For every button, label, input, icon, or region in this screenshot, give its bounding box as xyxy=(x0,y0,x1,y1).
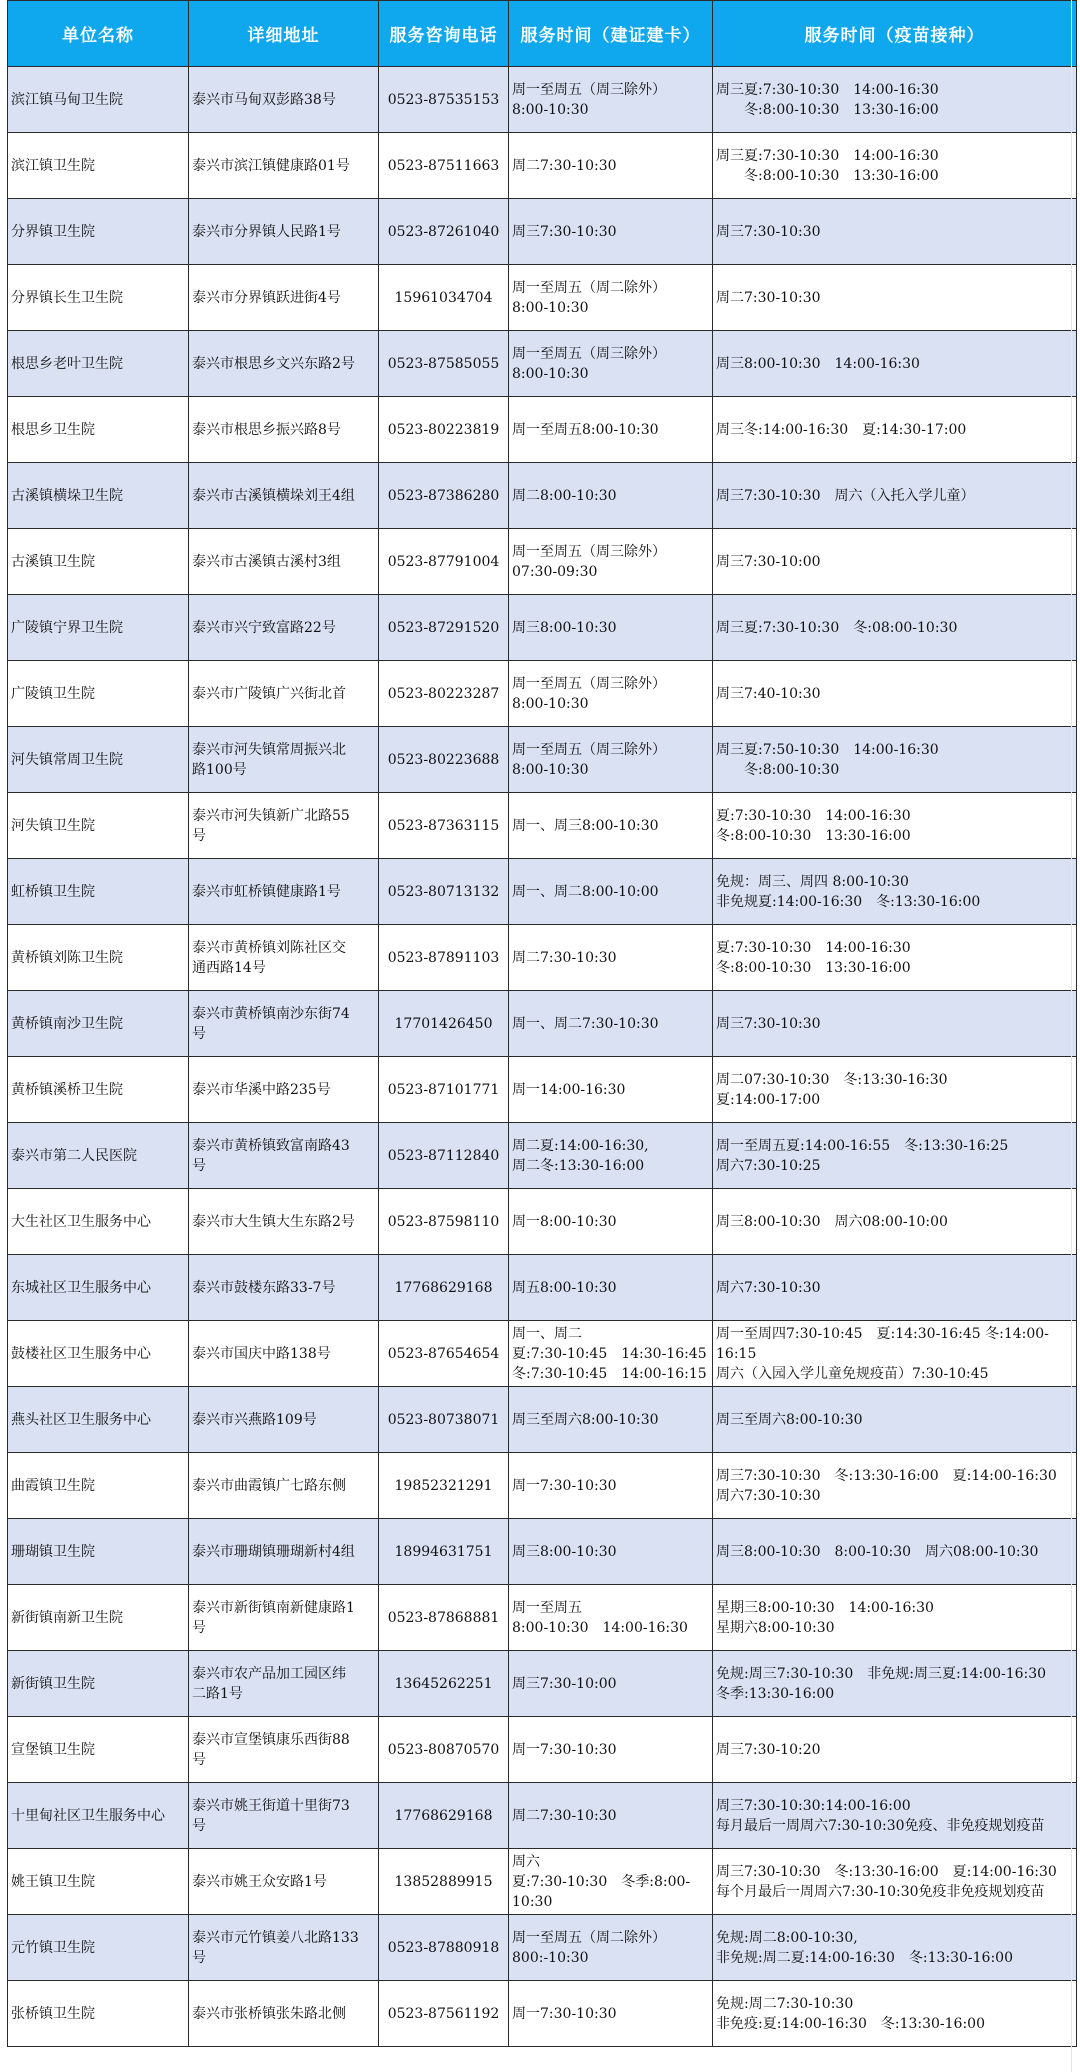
cell-address: 泰兴市鼓楼东路33-7号 xyxy=(189,1255,379,1321)
cell-card-hours: 周一14:00-16:30 xyxy=(509,1057,713,1123)
cell-phone: 0523-80870570 xyxy=(379,1717,509,1783)
cell-address: 泰兴市根思乡振兴路8号 xyxy=(189,397,379,463)
cell-vaccine-hours: 周三7:30-10:00 xyxy=(713,529,1077,595)
cell-unit-name: 新街镇南新卫生院 xyxy=(8,1585,189,1651)
cell-phone: 0523-87654654 xyxy=(379,1321,509,1387)
cell-phone: 18994631751 xyxy=(379,1519,509,1585)
table-row xyxy=(8,661,1077,727)
cell-unit-name: 燕头社区卫生服务中心 xyxy=(8,1387,189,1453)
cell-card-hours: 周三至周六8:00-10:30 xyxy=(509,1387,713,1453)
table-row xyxy=(8,67,1077,133)
cell-card-hours: 周一至周五（周三除外） 8:00-10:30 xyxy=(509,67,713,133)
cell-phone: 0523-87363115 xyxy=(379,793,509,859)
table-row xyxy=(8,1717,1077,1783)
table-row xyxy=(8,1453,1077,1519)
cell-address: 泰兴市黄桥镇南沙东街74 号 xyxy=(189,991,379,1057)
cell-vaccine-hours: 周一至周四7:30-10:45 夏:14:30-16:45 冬:14:00-16:15 周六（入园入学儿童免规疫苗）7:30-10:45 xyxy=(713,1321,1077,1387)
cell-unit-name: 宣堡镇卫生院 xyxy=(8,1717,189,1783)
cell-address: 泰兴市曲霞镇广七路东侧 xyxy=(189,1453,379,1519)
cell-address: 泰兴市兴燕路109号 xyxy=(189,1387,379,1453)
cell-vaccine-hours: 周三7:30-10:30 xyxy=(713,991,1077,1057)
cell-phone: 0523-87585055 xyxy=(379,331,509,397)
cell-address: 泰兴市虹桥镇健康路1号 xyxy=(189,859,379,925)
cell-phone: 0523-87101771 xyxy=(379,1057,509,1123)
cell-vaccine-hours: 周三8:00-10:30 8:00-10:30 周六08:00-10:30 xyxy=(713,1519,1077,1585)
cell-card-hours: 周一至周五（周三除外） 8:00-10:30 xyxy=(509,331,713,397)
cell-vaccine-hours: 免规:周二7:30-10:30 非免疫:夏:14:00-16:30 冬:13:30-16:00 xyxy=(713,1981,1077,2047)
header-row xyxy=(8,1,1077,67)
cell-unit-name: 古溪镇横垛卫生院 xyxy=(8,463,189,529)
cell-vaccine-hours: 周三7:40-10:30 xyxy=(713,661,1077,727)
cell-phone: 19852321291 xyxy=(379,1453,509,1519)
table-row xyxy=(8,1123,1077,1189)
table-row xyxy=(8,265,1077,331)
cell-unit-name: 泰兴市第二人民医院 xyxy=(8,1123,189,1189)
cell-unit-name: 曲霞镇卫生院 xyxy=(8,1453,189,1519)
table-row xyxy=(8,1321,1077,1387)
cell-unit-name: 元竹镇卫生院 xyxy=(8,1915,189,1981)
cell-card-hours: 周二8:00-10:30 xyxy=(509,463,713,529)
cell-address: 泰兴市黄桥镇致富南路43 号 xyxy=(189,1123,379,1189)
cell-vaccine-hours: 周三7:30-10:30:14:00-16:00 每月最后一周周六7:30-10:30免疫、非免疫规划疫苗 xyxy=(713,1783,1077,1849)
cell-address: 泰兴市古溪镇横垛刘王4组 xyxy=(189,463,379,529)
cell-address: 泰兴市珊瑚镇珊瑚新村4组 xyxy=(189,1519,379,1585)
cell-vaccine-hours: 免规:周二8:00-10:30, 非免规:周二夏:14:00-16:30 冬:13:30-16:00 xyxy=(713,1915,1077,1981)
cell-vaccine-hours: 夏:7:30-10:30 14:00-16:30 冬:8:00-10:30 13:30-16:00 xyxy=(713,793,1077,859)
table-row xyxy=(8,1585,1077,1651)
cell-address: 泰兴市华溪中路235号 xyxy=(189,1057,379,1123)
cell-card-hours: 周三7:30-10:00 xyxy=(509,1651,713,1717)
table-body xyxy=(8,67,1077,2047)
cell-vaccine-hours: 周三7:30-10:30 冬:13:30-16:00 夏:14:00-16:30 每个月最后一周周六7:30-10:30免疫非免疫规划疫苗 xyxy=(713,1849,1077,1915)
cell-vaccine-hours: 免规:周三7:30-10:30 非免规:周三夏:14:00-16:30 冬季:13:30-16:00 xyxy=(713,1651,1077,1717)
cell-unit-name: 珊瑚镇卫生院 xyxy=(8,1519,189,1585)
cell-vaccine-hours: 周三8:00-10:30 14:00-16:30 xyxy=(713,331,1077,397)
cell-vaccine-hours: 周三7:30-10:30 xyxy=(713,199,1077,265)
cell-vaccine-hours: 周一至周五夏:14:00-16:55 冬:13:30-16:25 周六7:30-10:25 xyxy=(713,1123,1077,1189)
cell-phone: 13645262251 xyxy=(379,1651,509,1717)
cell-vaccine-hours: 周三8:00-10:30 周六08:00-10:00 xyxy=(713,1189,1077,1255)
header-vaccine-hours: 服务时间（疫苗接种） xyxy=(713,1,1077,67)
cell-card-hours: 周一8:00-10:30 xyxy=(509,1189,713,1255)
cell-unit-name: 河失镇卫生院 xyxy=(8,793,189,859)
cell-address: 泰兴市古溪镇古溪村3组 xyxy=(189,529,379,595)
cell-card-hours: 周二夏:14:00-16:30, 周二冬:13:30-16:00 xyxy=(509,1123,713,1189)
table-row xyxy=(8,1783,1077,1849)
cell-address: 泰兴市新街镇南新健康路1 号 xyxy=(189,1585,379,1651)
cell-card-hours: 周三7:30-10:30 xyxy=(509,199,713,265)
cell-card-hours: 周一7:30-10:30 xyxy=(509,1453,713,1519)
cell-vaccine-hours: 周三冬:14:00-16:30 夏:14:30-17:00 xyxy=(713,397,1077,463)
cell-vaccine-hours: 周六7:30-10:30 xyxy=(713,1255,1077,1321)
table-row xyxy=(8,1519,1077,1585)
cell-unit-name: 古溪镇卫生院 xyxy=(8,529,189,595)
table-row xyxy=(8,1849,1077,1915)
cell-unit-name: 滨江镇马甸卫生院 xyxy=(8,67,189,133)
cell-unit-name: 广陵镇宁界卫生院 xyxy=(8,595,189,661)
cell-phone: 0523-80738071 xyxy=(379,1387,509,1453)
cell-card-hours: 周一、周二8:00-10:00 xyxy=(509,859,713,925)
cell-card-hours: 周一至周五8:00-10:30 xyxy=(509,397,713,463)
cell-card-hours: 周一7:30-10:30 xyxy=(509,1981,713,2047)
cell-vaccine-hours: 周三夏:7:50-10:30 14:00-16:30 冬:8:00-10:30 xyxy=(713,727,1077,793)
cell-address: 泰兴市广陵镇广兴街北首 xyxy=(189,661,379,727)
cell-card-hours: 周一至周五（周三除外） 8:00-10:30 xyxy=(509,727,713,793)
cell-address: 泰兴市滨江镇健康路01号 xyxy=(189,133,379,199)
cell-card-hours: 周二7:30-10:30 xyxy=(509,925,713,991)
cell-address: 泰兴市农产品加工园区纬 二路1号 xyxy=(189,1651,379,1717)
table-row xyxy=(8,397,1077,463)
cell-phone: 0523-87112840 xyxy=(379,1123,509,1189)
table-row xyxy=(8,199,1077,265)
cell-unit-name: 姚王镇卫生院 xyxy=(8,1849,189,1915)
cell-vaccine-hours: 周三夏:7:30-10:30 14:00-16:30 冬:8:00-10:30 13:30-16:00 xyxy=(713,67,1077,133)
cell-phone: 17768629168 xyxy=(379,1255,509,1321)
cell-vaccine-hours: 周三至周六8:00-10:30 xyxy=(713,1387,1077,1453)
table-row xyxy=(8,925,1077,991)
table-row xyxy=(8,331,1077,397)
cell-unit-name: 黄桥镇溪桥卫生院 xyxy=(8,1057,189,1123)
cell-address: 泰兴市分界镇跃进街4号 xyxy=(189,265,379,331)
cell-card-hours: 周二7:30-10:30 xyxy=(509,1783,713,1849)
cell-unit-name: 张桥镇卫生院 xyxy=(8,1981,189,2047)
cell-card-hours: 周一至周五 8:00-10:30 14:00-16:30 xyxy=(509,1585,713,1651)
table-row xyxy=(8,1981,1077,2047)
cell-unit-name: 虹桥镇卫生院 xyxy=(8,859,189,925)
cell-vaccine-hours: 周二07:30-10:30 冬:13:30-16:30 夏:14:00-17:00 xyxy=(713,1057,1077,1123)
header-card-hours: 服务时间（建证建卡） xyxy=(509,1,713,67)
cell-vaccine-hours: 周三夏:7:30-10:30 14:00-16:30 冬:8:00-10:30 13:30-16:00 xyxy=(713,133,1077,199)
cell-unit-name: 新街镇卫生院 xyxy=(8,1651,189,1717)
header-address: 详细地址 xyxy=(189,1,379,67)
cell-card-hours: 周一、周三8:00-10:30 xyxy=(509,793,713,859)
cell-phone: 0523-87891103 xyxy=(379,925,509,991)
cell-phone: 15961034704 xyxy=(379,265,509,331)
clinic-service-table xyxy=(7,0,1077,2047)
cell-card-hours: 周三8:00-10:30 xyxy=(509,595,713,661)
cell-address: 泰兴市黄桥镇刘陈社区交 通西路14号 xyxy=(189,925,379,991)
cell-unit-name: 大生社区卫生服务中心 xyxy=(8,1189,189,1255)
cell-vaccine-hours: 夏:7:30-10:30 14:00-16:30 冬:8:00-10:30 13:30-16:00 xyxy=(713,925,1077,991)
cell-vaccine-hours: 周二7:30-10:30 xyxy=(713,265,1077,331)
header-unit-name: 单位名称 xyxy=(8,1,189,67)
cell-address: 泰兴市姚王众安路1号 xyxy=(189,1849,379,1915)
table-row xyxy=(8,727,1077,793)
table-row xyxy=(8,133,1077,199)
cell-phone: 0523-80713132 xyxy=(379,859,509,925)
cell-unit-name: 广陵镇卫生院 xyxy=(8,661,189,727)
cell-phone: 0523-87386280 xyxy=(379,463,509,529)
cell-address: 泰兴市大生镇大生东路2号 xyxy=(189,1189,379,1255)
table-row xyxy=(8,1189,1077,1255)
cell-phone: 0523-87880918 xyxy=(379,1915,509,1981)
table-row xyxy=(8,991,1077,1057)
table-row xyxy=(8,1387,1077,1453)
table-row xyxy=(8,793,1077,859)
cell-phone: 0523-80223287 xyxy=(379,661,509,727)
cell-card-hours: 周五8:00-10:30 xyxy=(509,1255,713,1321)
cell-unit-name: 根思乡卫生院 xyxy=(8,397,189,463)
cell-card-hours: 周一、周二7:30-10:30 xyxy=(509,991,713,1057)
table-row xyxy=(8,529,1077,595)
cell-card-hours: 周六 夏:7:30-10:30 冬季:8:00-10:30 xyxy=(509,1849,713,1915)
header-phone: 服务咨询电话 xyxy=(379,1,509,67)
cell-phone: 13852889915 xyxy=(379,1849,509,1915)
cell-address: 泰兴市根思乡文兴东路2号 xyxy=(189,331,379,397)
table-row xyxy=(8,463,1077,529)
table-row xyxy=(8,1057,1077,1123)
cell-phone: 0523-87791004 xyxy=(379,529,509,595)
cell-address: 泰兴市宣堡镇康乐西街88 号 xyxy=(189,1717,379,1783)
cell-unit-name: 十里甸社区卫生服务中心 xyxy=(8,1783,189,1849)
cell-phone: 0523-80223688 xyxy=(379,727,509,793)
cell-phone: 0523-87868881 xyxy=(379,1585,509,1651)
cell-vaccine-hours: 周三夏:7:30-10:30 冬:08:00-10:30 xyxy=(713,595,1077,661)
cell-address: 泰兴市马甸双彭路38号 xyxy=(189,67,379,133)
cell-phone: 17768629168 xyxy=(379,1783,509,1849)
cell-unit-name: 分界镇长生卫生院 xyxy=(8,265,189,331)
cell-unit-name: 滨江镇卫生院 xyxy=(8,133,189,199)
cell-phone: 17701426450 xyxy=(379,991,509,1057)
cell-card-hours: 周一至周五（周二除外） 8:00-10:30 xyxy=(509,265,713,331)
cell-unit-name: 黄桥镇南沙卫生院 xyxy=(8,991,189,1057)
cell-unit-name: 分界镇卫生院 xyxy=(8,199,189,265)
cell-phone: 0523-87598110 xyxy=(379,1189,509,1255)
cell-phone: 0523-87561192 xyxy=(379,1981,509,2047)
cell-address: 泰兴市张桥镇张朱路北侧 xyxy=(189,1981,379,2047)
cell-address: 泰兴市元竹镇姜八北路133 号 xyxy=(189,1915,379,1981)
cell-card-hours: 周二7:30-10:30 xyxy=(509,133,713,199)
cell-vaccine-hours: 周三7:30-10:30 冬:13:30-16:00 夏:14:00-16:30 周六7:30-10:30 xyxy=(713,1453,1077,1519)
cell-unit-name: 黄桥镇刘陈卫生院 xyxy=(8,925,189,991)
cell-card-hours: 周一7:30-10:30 xyxy=(509,1717,713,1783)
table-row xyxy=(8,1915,1077,1981)
cell-card-hours: 周一、周二 夏:7:30-10:45 14:30-16:45 冬:7:30-10:45 14:00-16:15 xyxy=(509,1321,713,1387)
cell-unit-name: 河失镇常周卫生院 xyxy=(8,727,189,793)
cell-unit-name: 根思乡老叶卫生院 xyxy=(8,331,189,397)
cell-phone: 0523-87511663 xyxy=(379,133,509,199)
cell-phone: 0523-80223819 xyxy=(379,397,509,463)
cell-phone: 0523-87261040 xyxy=(379,199,509,265)
cell-card-hours: 周三8:00-10:30 xyxy=(509,1519,713,1585)
cell-phone: 0523-87535153 xyxy=(379,67,509,133)
cell-unit-name: 东城社区卫生服务中心 xyxy=(8,1255,189,1321)
table-row xyxy=(8,1255,1077,1321)
column-guide-line xyxy=(1071,0,1072,2072)
cell-vaccine-hours: 星期三8:00-10:30 14:00-16:30 星期六8:00-10:30 xyxy=(713,1585,1077,1651)
cell-card-hours: 周一至周五（周二除外） 800:-10:30 xyxy=(509,1915,713,1981)
table-row xyxy=(8,595,1077,661)
cell-address: 泰兴市姚王街道十里街73 号 xyxy=(189,1783,379,1849)
cell-vaccine-hours: 周三7:30-10:30 周六（入托入学儿童） xyxy=(713,463,1077,529)
table-row xyxy=(8,1651,1077,1717)
cell-address: 泰兴市河失镇新广北路55 号 xyxy=(189,793,379,859)
cell-vaccine-hours: 周三7:30-10:20 xyxy=(713,1717,1077,1783)
cell-card-hours: 周一至周五（周三除外） 07:30-09:30 xyxy=(509,529,713,595)
cell-vaccine-hours: 免规：周三、周四 8:00-10:30 非免规夏:14:00-16:30 冬:13:30-16:00 xyxy=(713,859,1077,925)
cell-address: 泰兴市国庆中路138号 xyxy=(189,1321,379,1387)
cell-card-hours: 周一至周五（周三除外） 8:00-10:30 xyxy=(509,661,713,727)
table-row xyxy=(8,859,1077,925)
cell-unit-name: 鼓楼社区卫生服务中心 xyxy=(8,1321,189,1387)
cell-address: 泰兴市分界镇人民路1号 xyxy=(189,199,379,265)
cell-address: 泰兴市河失镇常周振兴北 路100号 xyxy=(189,727,379,793)
cell-phone: 0523-87291520 xyxy=(379,595,509,661)
cell-address: 泰兴市兴宁致富路22号 xyxy=(189,595,379,661)
